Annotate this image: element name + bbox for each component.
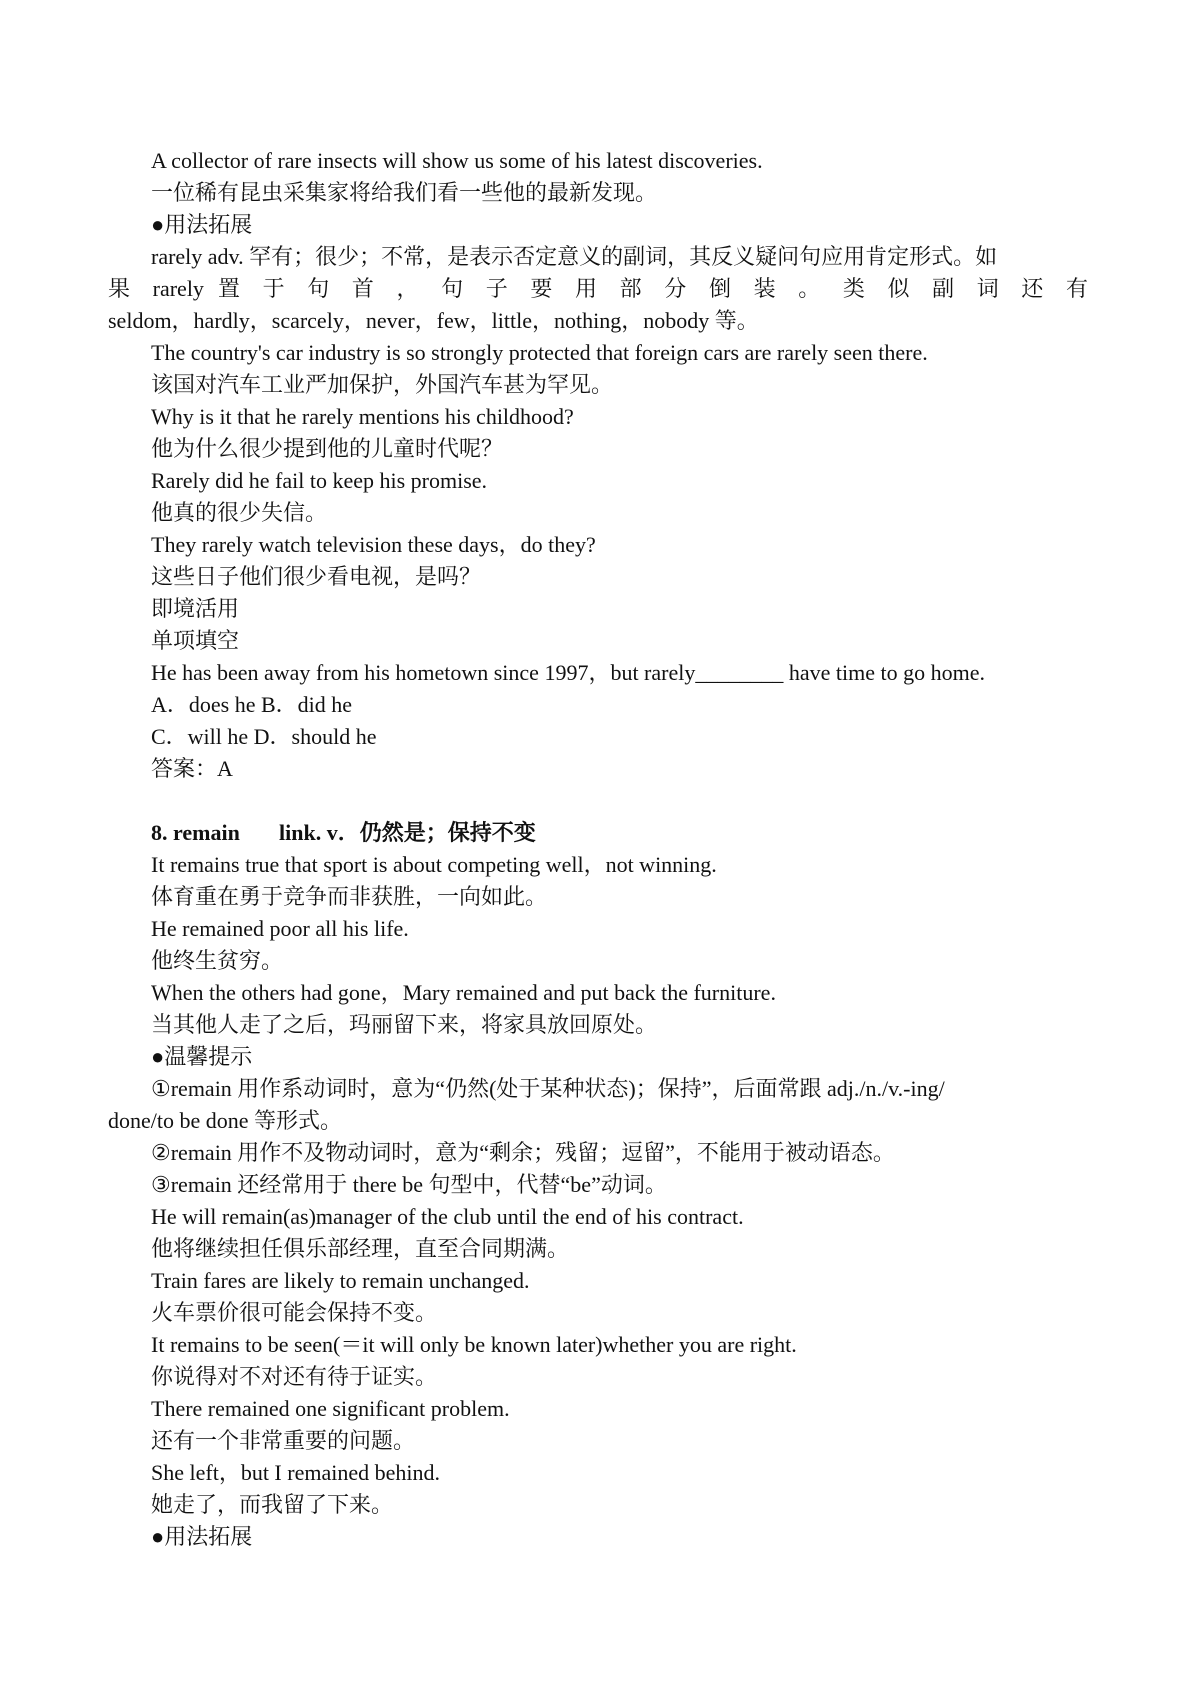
example-sentence-en: Train fares are likely to remain unchanged. [151, 1268, 530, 1293]
exercise-options-ab: A．does he B．did he [151, 692, 353, 717]
paragraph-line: 果 rarely 置 于 句 首 ， 句 子 要 用 部 分 倒 装 。 类 似 副 词 还 有 [108, 276, 1088, 301]
exercise-options-cd: C．will he D．should he [151, 724, 377, 749]
example-sentence-zh: 一位稀有昆虫采集家将给我们看一些他的最新发现。 [151, 180, 658, 205]
section-label-usage-extension: ●用法拓展 [151, 1524, 253, 1549]
example-sentence-en: It remains to be seen(＝it will only be known later)whether you are right. [151, 1332, 797, 1357]
example-sentence-en: Rarely did he fail to keep his promise. [151, 468, 488, 493]
example-sentence-en: It remains true that sport is about competing well，not winning. [151, 852, 717, 877]
tip-paragraph-1 [108, 1073, 1088, 1137]
section-label-usage-extension: ●用法拓展 [151, 212, 253, 237]
example-sentence-en: The country's car industry is so strongly protected that foreign cars are rarely seen there. [151, 340, 928, 365]
example-sentence-en: They rarely watch television these days，do they? [151, 532, 596, 557]
example-sentence-en: He will remain(as)manager of the club until the end of his contract. [151, 1204, 744, 1229]
example-sentence-zh: 她走了，而我留了下来。 [151, 1492, 394, 1517]
entry-heading-remain [108, 817, 1088, 849]
example-sentence-en: He remained poor all his life. [151, 916, 409, 941]
example-sentence-en: When the others had gone，Mary remained and put back the furniture. [151, 980, 776, 1005]
spacer [108, 785, 1088, 817]
paragraph-line: rarely adv. 罕有；很少；不常，是表示否定意义的副词，其反义疑问句应用肯定形式。如 [151, 244, 998, 269]
section-label-practice: 即境活用 [151, 596, 240, 621]
example-sentence-zh: 当其他人走了之后，玛丽留下来，将家具放回原处。 [151, 1012, 658, 1037]
tip-paragraph-3: ③remain 还经常用于 there be 句型中，代替“be”动词。 [151, 1172, 667, 1197]
section-label-single-choice: 单项填空 [151, 628, 240, 653]
entry-word: 8. remain [151, 820, 240, 845]
example-sentence-zh: 体育重在勇于竞争而非获胜，一向如此。 [151, 884, 548, 909]
example-sentence-zh: 你说得对不对还有待于证实。 [151, 1364, 438, 1389]
paragraph-line: ①remain 用作系动词时，意为“仍然(处于某种状态)；保持”，后面常跟 adj./n./v.-ing/ [151, 1076, 945, 1101]
usage-paragraph-rarely [108, 241, 1088, 337]
exercise-answer: 答案：A [151, 756, 233, 781]
example-sentence-zh: 他将继续担任俱乐部经理，直至合同期满。 [151, 1236, 570, 1261]
document-body [108, 145, 1088, 1553]
example-sentence-zh: 这些日子他们很少看电视，是吗？ [151, 564, 482, 589]
example-sentence-en: Why is it that he rarely mentions his childhood? [151, 404, 574, 429]
example-sentence-zh: 他真的很少失信。 [151, 500, 328, 525]
tip-paragraph-2: ②remain 用作不及物动词时，意为“剩余；残留；逗留”，不能用于被动语态。 [151, 1140, 895, 1165]
section-label-tips: ●温馨提示 [151, 1044, 253, 1069]
example-sentence-zh: 火车票价很可能会保持不变。 [151, 1300, 438, 1325]
exercise-question: He has been away from his hometown since 1997，but rarely________ have time to go home. [151, 660, 985, 685]
paragraph-line: seldom，hardly，scarcely，never，few，little，nothing，nobody 等。 [108, 308, 759, 333]
example-sentence-en: A collector of rare insects will show us some of his latest discoveries. [151, 148, 763, 173]
example-sentence-en: She left，but I remained behind. [151, 1460, 440, 1485]
example-sentence-zh: 还有一个非常重要的问题。 [151, 1428, 416, 1453]
paragraph-line: done/to be done 等形式。 [108, 1108, 343, 1133]
example-sentence-en: There remained one significant problem. [151, 1396, 510, 1421]
example-sentence-zh: 他为什么很少提到他的儿童时代呢？ [151, 436, 504, 461]
example-sentence-zh: 他终生贫穷。 [151, 948, 284, 973]
entry-definition: link. v．仍然是；保持不变 [279, 820, 536, 845]
example-sentence-zh: 该国对汽车工业严加保护，外国汽车甚为罕见。 [151, 372, 614, 397]
